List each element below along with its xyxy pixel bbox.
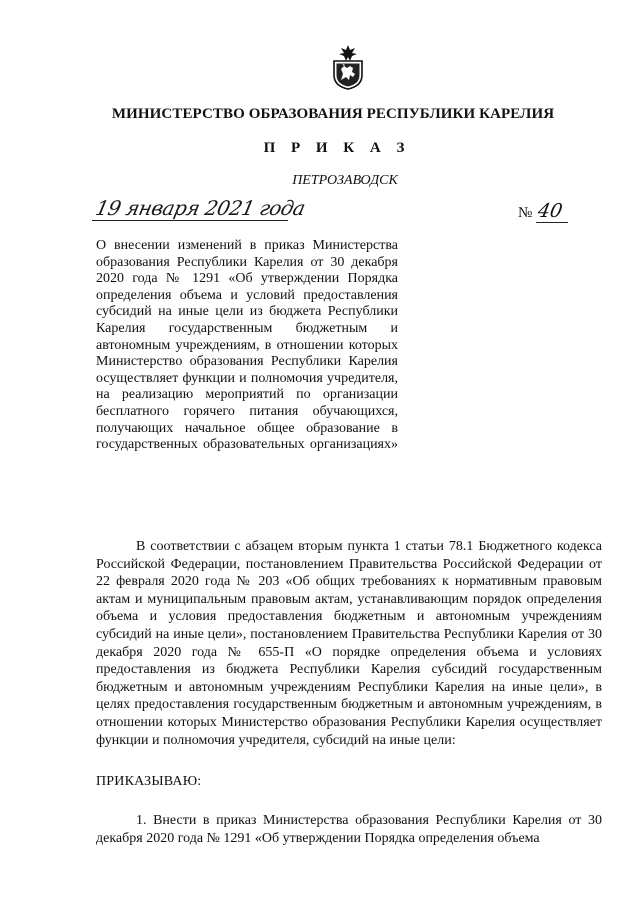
city-name: ПЕТРОЗАВОДСК	[292, 173, 398, 188]
document-type: П Р И К А З	[263, 140, 411, 156]
handwritten-number: 40	[536, 200, 565, 222]
decree-word: ПРИКАЗЫВАЮ:	[96, 774, 202, 789]
karelia-coat-of-arms-icon	[331, 44, 365, 90]
number-underline	[536, 222, 568, 223]
handwritten-date: 19 января 2021 года	[93, 196, 308, 220]
preamble-paragraph: В соответствии с абзацем вторым пункта 1 статьи 78.1 Бюджетного кодекса Российской Федерации, постановлением Правительства Российской Федерации от 22 февраля 2020 года № 203 «Об общих требованиях к нормативным правовым актам и муниципальным правовым актам, устанавливающим порядок определения объема и условия предоставления бюджетным и автономным учреждениям субсидий на иные цели», постановлением Правительства Республики Карелия от 30 декабря 2020 года № 655-П «О порядке определения объема и условиях предоставления из бюджета Республики Карелия субсидий государственным бюджетным и автономным учреждениям Республики Карелия на иные цели», в целях предоставления государственным бюджетным и автономным учреждениям, в отношении которых Министерство образования Республики Карелия осуществляет функции и полномочия учредителя, субсидий на иные цели:	[96, 539, 602, 748]
order-subject: О внесении изменений в приказ Министерства образования Республики Карелия от 30 декабря 2020 года № 1291 «Об утверждении Порядка определения объема и условий предоставления субсидий на иные цели из бюджета Республики Карелия государственным бюджетным и автономным учреждениям, в отношении которых Министерство образования Республики Карелия осуществляет функции и полномочия учредителя, на реализацию мероприятий по организации бесплатного горячего питания обучающихся, получающих начальное общее образование в государственных образовательных организациях»	[96, 238, 398, 453]
date-underline	[92, 220, 288, 221]
order-number	[518, 200, 563, 222]
ministry-name: МИНИСТЕРСТВО ОБРАЗОВАНИЯ РЕСПУБЛИКИ КАРЕЛИЯ	[111, 106, 555, 122]
number-sign: №	[518, 205, 533, 221]
order-item-1: 1. Внести в приказ Министерства образования Республики Карелия от 30 декабря 2020 года № 1291 «Об утверждении Порядка определения объема	[96, 813, 602, 846]
